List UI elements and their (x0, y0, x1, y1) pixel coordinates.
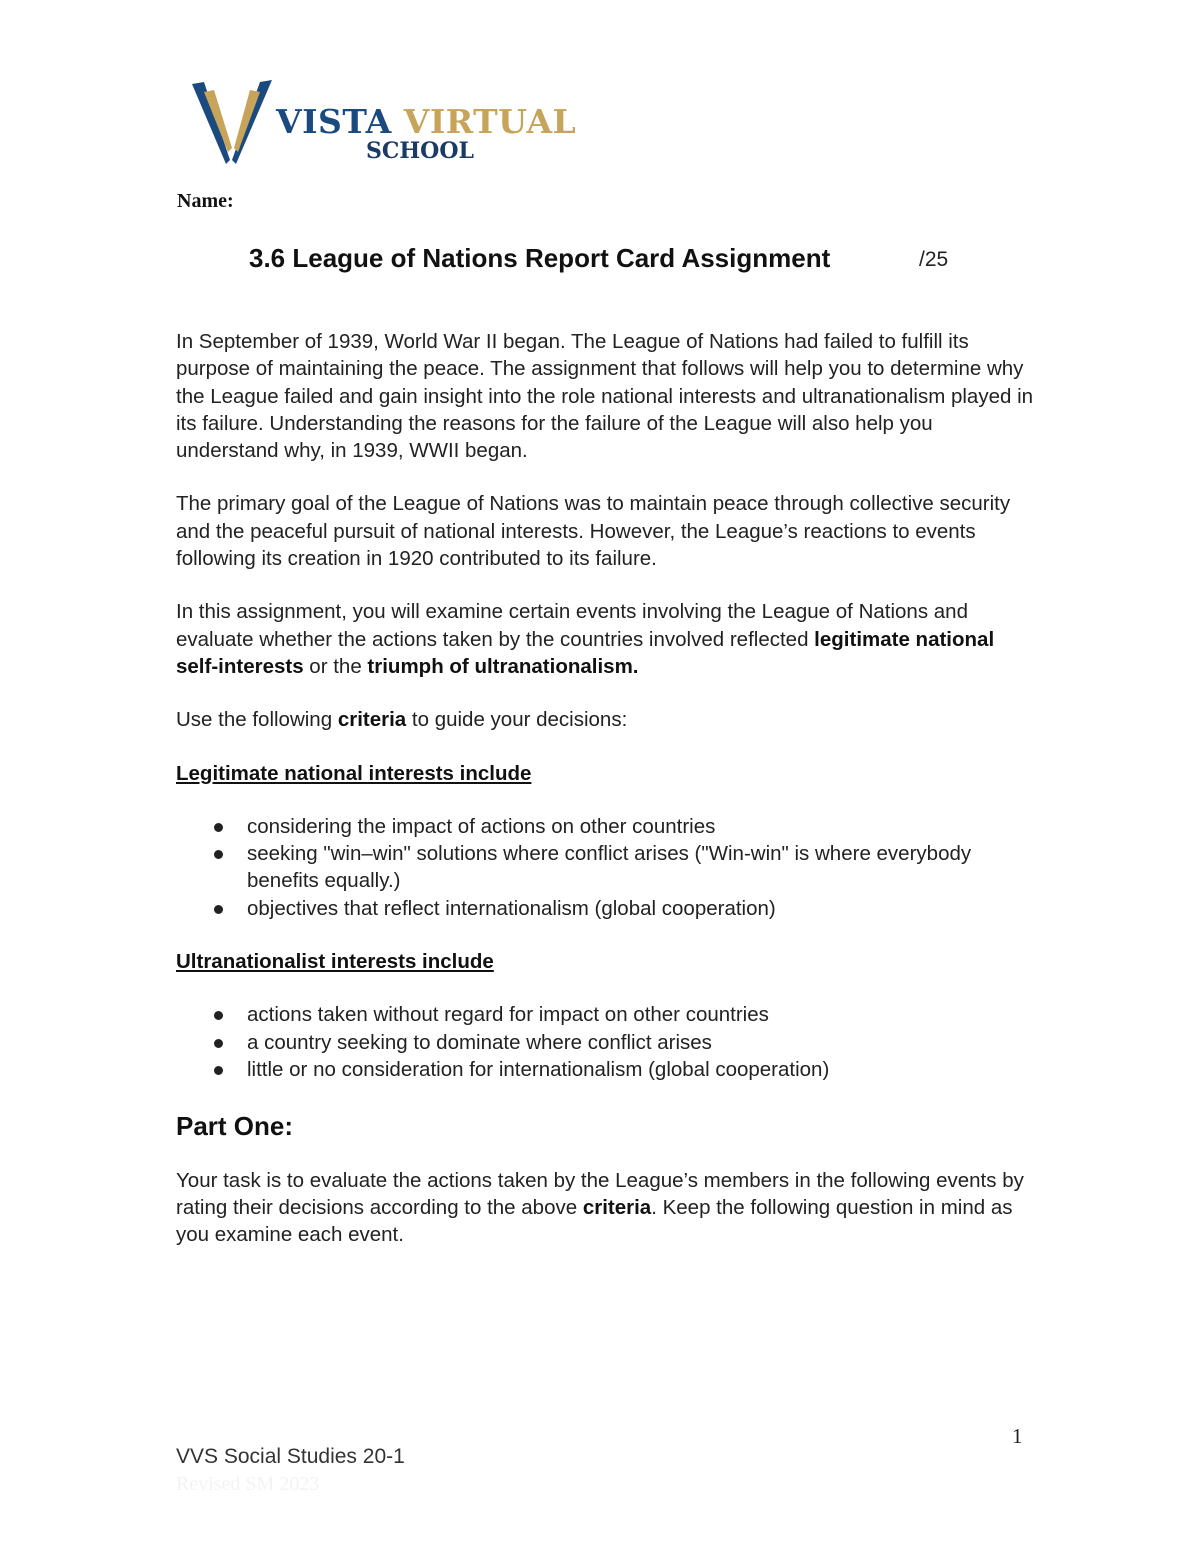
part-one-paragraph (176, 1167, 1036, 1249)
bullet-icon (214, 1011, 223, 1020)
bullet-icon (214, 905, 223, 914)
title-row (249, 243, 949, 274)
assignment-text-2: or the (303, 654, 368, 678)
criteria-text-2: to guide your decisions: (406, 708, 628, 732)
page-number: 1 (1012, 1424, 1023, 1448)
logo-word-school: SCHOOL (366, 138, 474, 164)
part-one-criteria-term: criteria (582, 1195, 652, 1219)
legitimate-interests-term: legitimate national self-interests (176, 627, 995, 678)
legitimate-heading: Legitimate national interests include (176, 761, 532, 785)
list-item (176, 1056, 1036, 1083)
part-one-text-1: Your task is to evaluate the actions taken by the League’s members in the following events by rating their decisions according to the above (176, 1168, 1024, 1219)
part-one-text-2: . Keep the following question in mind as you examine each event. (176, 1195, 1013, 1247)
list-item-text: objectives that reflect internationalism (global cooperation) (247, 896, 776, 920)
document-body (176, 328, 1036, 1274)
v-chevron-icon (190, 78, 274, 166)
footer-course: VVS Social Studies 20-1 (176, 1445, 405, 1468)
list-item (176, 895, 1036, 922)
part-one-heading: Part One: (176, 1111, 294, 1142)
criteria-term: criteria (337, 708, 407, 732)
list-item (176, 813, 1036, 840)
bullet-icon (214, 1066, 223, 1075)
list-item-text: seeking "win–win" solutions where conflict arises ("Win-win" is where everybody benefits equally.) (247, 842, 972, 893)
list-item (176, 1001, 1036, 1028)
bullet-icon (214, 1039, 223, 1048)
logo-word-vista: VISTA (276, 102, 392, 141)
footer-revision: Revised SM 2023 (176, 1473, 320, 1495)
bullet-icon (214, 823, 223, 832)
logo-wordmark (276, 102, 576, 141)
score-total: /25 (919, 248, 949, 271)
assignment-paragraph (176, 598, 1036, 680)
intro-paragraph: In September of 1939, World War II began. The League of Nations had failed to fulfill its purpose of maintaining the peace. The assignment that follows will help you to determine why the League failed and gain insight into the role national interests and ultranationalism played in its failure. Understanding the reasons for the failure of the League will also help you understand why, in 1939, WWII began. (176, 330, 1034, 463)
ultranationalist-list (176, 1001, 1036, 1083)
list-item (176, 1029, 1036, 1056)
name-label: Name: (177, 190, 234, 212)
list-item-text: little or no consideration for internationalism (global cooperation) (247, 1057, 830, 1081)
list-item-text: a country seeking to dominate where conflict arises (247, 1030, 712, 1054)
assignment-text-1: In this assignment, you will examine certain events involving the League of Nations and evaluate whether the actions taken by the countries involved reflected (176, 600, 968, 651)
list-item-text: actions taken without regard for impact on other countries (247, 1003, 769, 1027)
page-title: 3.6 League of Nations Report Card Assignment (249, 243, 831, 273)
criteria-text-1: Use the following (176, 708, 338, 732)
ultranationalist-heading: Ultranationalist interests include (176, 950, 494, 974)
list-item-text: considering the impact of actions on other countries (247, 814, 716, 838)
bullet-icon (214, 850, 223, 859)
school-logo (190, 78, 577, 168)
criteria-paragraph (176, 706, 1036, 733)
legitimate-list (176, 813, 1036, 922)
goal-paragraph: The primary goal of the League of Nations was to maintain peace through collective security and the peaceful pursuit of national interests. However, the League’s reactions to events following its creation in 1920 contributed to its failure. (176, 492, 1011, 571)
logo-word-virtual: VIRTUAL (403, 102, 577, 141)
ultranationalism-term: triumph of ultranationalism. (367, 654, 639, 678)
list-item (176, 840, 1036, 895)
